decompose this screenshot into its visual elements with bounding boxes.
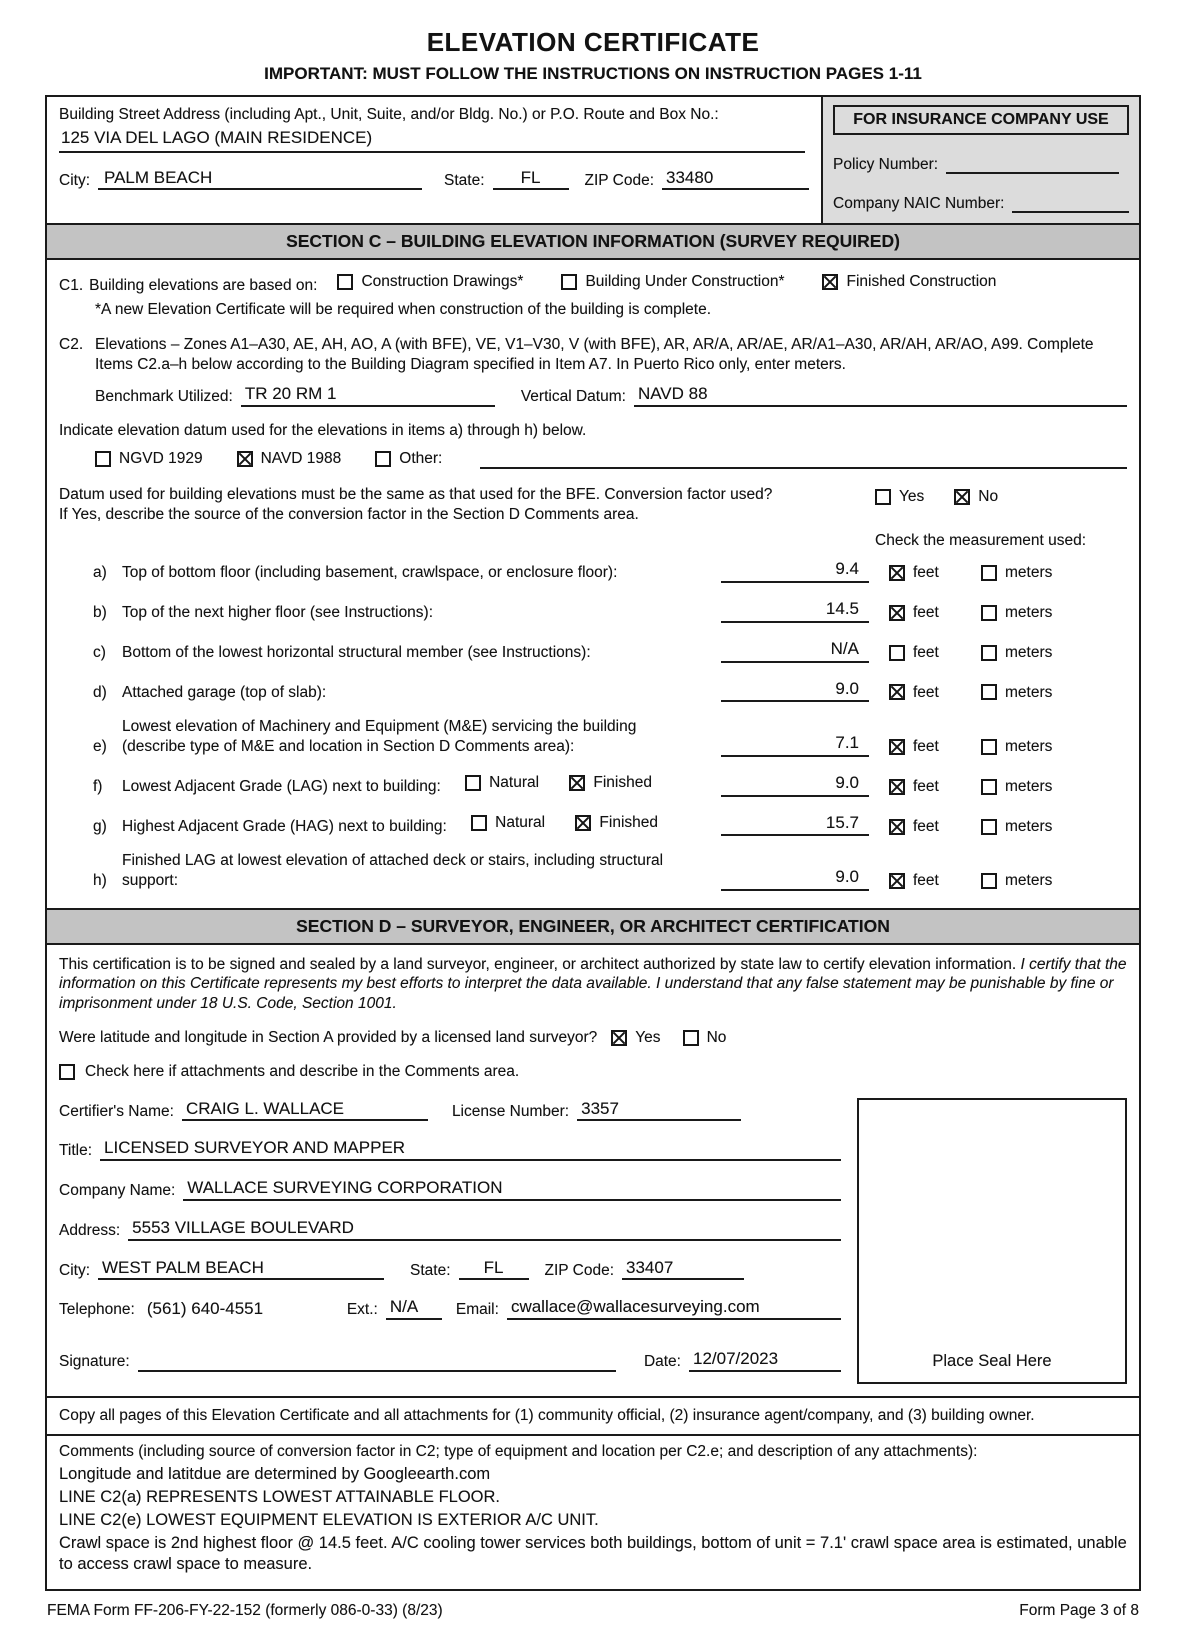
c1-option-construction-drawings: Construction Drawings* bbox=[337, 272, 523, 292]
naic-number-field[interactable] bbox=[1012, 193, 1129, 213]
license-number-field[interactable]: 3357 bbox=[577, 1098, 741, 1122]
signature-label: Signature: bbox=[59, 1353, 130, 1371]
certifier-name-field[interactable]: CRAIG L. WALLACE bbox=[182, 1098, 428, 1122]
row-c-feet-checkbox[interactable] bbox=[889, 645, 905, 661]
c2-key: C2. bbox=[59, 336, 84, 354]
vertical-datum-field[interactable]: NAVD 88 bbox=[634, 383, 1127, 407]
datum-other-field[interactable] bbox=[480, 447, 1127, 469]
elevation-e-field[interactable]: 7.1 bbox=[721, 732, 869, 757]
section-d-body bbox=[47, 945, 1139, 1590]
row-b-feet-checkbox[interactable] bbox=[889, 605, 905, 621]
row-a-feet-checkbox[interactable] bbox=[889, 565, 905, 581]
latlong-yes-checkbox[interactable] bbox=[611, 1030, 627, 1046]
row-b-meters-checkbox[interactable] bbox=[981, 605, 997, 621]
row-d-feet-checkbox[interactable] bbox=[889, 684, 905, 700]
copy-note: Copy all pages of this Elevation Certificate and all attachments for (1) community official, (2) insurance agent/company, and (3) building owner. bbox=[47, 1396, 1139, 1434]
zip-field[interactable]: 33480 bbox=[662, 167, 809, 191]
d-state-field[interactable]: FL bbox=[459, 1257, 529, 1281]
c1-key: C1. bbox=[59, 276, 84, 294]
elevation-row-g: g) Highest Adjacent Grade (HAG) next to building: Natural Finished 15.7 feet meters bbox=[93, 812, 1053, 835]
benchmark-label: Benchmark Utilized: bbox=[95, 388, 233, 406]
telephone-field[interactable]: (561) 640-4551 bbox=[146, 1299, 264, 1319]
c1-text: Building elevations are based on: bbox=[89, 276, 318, 294]
email-label: Email: bbox=[455, 1301, 499, 1319]
address-block bbox=[47, 97, 1139, 223]
page-title: ELEVATION CERTIFICATE bbox=[426, 27, 760, 57]
date-label: Date: bbox=[643, 1353, 681, 1371]
ngvd-1929-checkbox[interactable] bbox=[95, 451, 111, 467]
lag-finished-option: Finished bbox=[569, 773, 652, 793]
certifier-block bbox=[47, 1098, 1139, 1384]
elevation-d-field[interactable]: 9.0 bbox=[721, 678, 869, 703]
certifier-name-label: Certifier's Name: bbox=[59, 1102, 174, 1120]
hag-finished-checkbox[interactable] bbox=[575, 815, 591, 831]
row-d-meters-checkbox[interactable] bbox=[981, 684, 997, 700]
elevation-row-h: h) Finished LAG at lowest elevation of attached deck or stairs, including structural support: 9.0 feet meters bbox=[93, 852, 1053, 890]
d-zip-field[interactable]: 33407 bbox=[622, 1257, 744, 1281]
datum-indicate-text: Indicate elevation datum used for the elevations in items a) through h) below. bbox=[59, 421, 587, 439]
datum-option-other: Other: bbox=[375, 449, 442, 469]
comments-label: Comments (including source of conversion factor in C2; type of equipment and location per C2.e; and description of any attachments): bbox=[59, 1442, 978, 1460]
row-e-feet-checkbox[interactable] bbox=[889, 739, 905, 755]
comment-line: Longitude and latitdue are determined by Googleearth.com bbox=[59, 1464, 491, 1483]
d-zip-label: ZIP Code: bbox=[544, 1261, 615, 1279]
signature-field[interactable] bbox=[138, 1350, 616, 1372]
conversion-no-checkbox[interactable] bbox=[954, 489, 970, 505]
d-city-field[interactable]: WEST PALM BEACH bbox=[98, 1257, 384, 1281]
state-field[interactable]: FL bbox=[493, 167, 569, 191]
latlong-no-checkbox[interactable] bbox=[683, 1030, 699, 1046]
conversion-yes-checkbox[interactable] bbox=[875, 489, 891, 505]
insurance-box-title: FOR INSURANCE COMPANY USE bbox=[833, 105, 1129, 135]
latlong-no-option: No bbox=[683, 1028, 727, 1048]
comments-section bbox=[47, 1434, 1139, 1589]
company-name-field[interactable]: WALLACE SURVEYING CORPORATION bbox=[183, 1177, 841, 1201]
row-h-meters-checkbox[interactable] bbox=[981, 873, 997, 889]
elevation-row-f: f) Lowest Adjacent Grade (LAG) next to building: Natural Finished 9.0 feet meters bbox=[93, 772, 1053, 795]
seal-box bbox=[857, 1098, 1127, 1384]
c1-option-building-under-construction: Building Under Construction* bbox=[561, 272, 784, 292]
c2-paragraph bbox=[59, 335, 1127, 375]
row-a-meters-checkbox[interactable] bbox=[981, 565, 997, 581]
city-label: City: bbox=[59, 171, 90, 189]
c1-row bbox=[59, 272, 1127, 296]
conversion-no: No bbox=[954, 487, 998, 507]
page-footer bbox=[45, 1591, 1141, 1641]
date-field[interactable]: 12/07/2023 bbox=[689, 1348, 841, 1372]
comment-line: LINE C2(e) LOWEST EQUIPMENT ELEVATION IS EXTERIOR A/C UNIT. bbox=[59, 1510, 599, 1529]
row-h-feet-checkbox[interactable] bbox=[889, 873, 905, 889]
datum-options-row bbox=[95, 447, 1127, 469]
c2-text: Elevations – Zones A1–A30, AE, AH, AO, A (with BFE), VE, V1–V30, V (with BFE), AR, AR/A, AR/AE, AR/A1–A30, AR/AH, AR/AO, A99. Complete Items C2.a–h below according to the Building Diagram specified in Item A7. In Puerto Rico only, enter meters. bbox=[95, 336, 1094, 374]
elevation-f-field[interactable]: 9.0 bbox=[721, 772, 869, 797]
benchmark-field[interactable]: TR 20 RM 1 bbox=[241, 383, 495, 407]
row-f-meters-checkbox[interactable] bbox=[981, 779, 997, 795]
policy-number-field[interactable] bbox=[946, 154, 1119, 174]
ext-field[interactable]: N/A bbox=[386, 1296, 442, 1320]
attachments-checkbox[interactable] bbox=[59, 1064, 75, 1080]
navd-1988-checkbox[interactable] bbox=[237, 451, 253, 467]
conversion-block bbox=[59, 485, 1127, 551]
benchmark-row bbox=[95, 383, 1127, 407]
form-body bbox=[45, 95, 1141, 1591]
ext-label: Ext.: bbox=[346, 1301, 378, 1319]
license-number-label: License Number: bbox=[451, 1102, 570, 1120]
elevation-row-e: e) Lowest elevation of Machinery and Equipment (M&E) servicing the building (describe type of M&E and location in Section D Comments area): 7.1 feet meters bbox=[93, 718, 1053, 756]
c1-footnote: *A new Elevation Certificate will be required when construction of the building is complete. bbox=[95, 300, 712, 318]
policy-number-label: Policy Number: bbox=[833, 155, 939, 173]
d-address-label: Address: bbox=[59, 1221, 121, 1239]
hag-natural-option: Natural bbox=[471, 813, 545, 833]
zip-label: ZIP Code: bbox=[584, 171, 655, 189]
conversion-yes: Yes bbox=[875, 487, 924, 507]
row-f-feet-checkbox[interactable] bbox=[889, 779, 905, 795]
elevation-row-a: a) Top of bottom floor (including basement, crawlspace, or enclosure floor): 9.4 feet meters bbox=[93, 559, 1053, 582]
hag-finished-option: Finished bbox=[575, 813, 658, 833]
insurance-company-box bbox=[821, 97, 1139, 223]
naic-number-label: Company NAIC Number: bbox=[833, 194, 1005, 212]
attachments-row: Check here if attachments and describe in the Comments area. bbox=[47, 1062, 1139, 1082]
telephone-label: Telephone: bbox=[59, 1301, 135, 1319]
row-g-feet-checkbox[interactable] bbox=[889, 819, 905, 835]
street-address-field[interactable]: 125 VIA DEL LAGO (MAIN RESIDENCE) bbox=[59, 126, 805, 153]
c1-option-finished-construction: Finished Construction bbox=[822, 272, 996, 292]
company-name-label: Company Name: bbox=[59, 1182, 176, 1200]
city-field[interactable]: PALM BEACH bbox=[98, 167, 422, 191]
elevation-g-field[interactable]: 15.7 bbox=[721, 812, 869, 837]
elevation-row-b: b) Top of the next higher floor (see Instructions): 14.5 feet meters bbox=[93, 599, 1053, 621]
section-d-header: SECTION D – SURVEYOR, ENGINEER, OR ARCHITECT CERTIFICATION bbox=[47, 908, 1139, 944]
email-field[interactable]: cwallace@wallacesurveying.com bbox=[507, 1296, 841, 1320]
d-city-label: City: bbox=[59, 1261, 90, 1279]
footer-page-number: Form Page 3 of 8 bbox=[1019, 1602, 1139, 1620]
finished-construction-checkbox[interactable] bbox=[822, 274, 838, 290]
row-e-meters-checkbox[interactable] bbox=[981, 739, 997, 755]
measurement-note: Check the measurement used: bbox=[875, 531, 1087, 549]
datum-option-ngvd-1929: NGVD 1929 bbox=[95, 449, 203, 469]
street-address-label: Building Street Address (including Apt., Unit, Suite, and/or Bldg. No.) or P.O. Route and Box No.: bbox=[59, 106, 719, 124]
construction-drawings-checkbox[interactable] bbox=[337, 274, 353, 290]
elevation-row-c: c) Bottom of the lowest horizontal structural member (see Instructions): N/A feet meters bbox=[93, 638, 1053, 661]
elevation-a-field[interactable]: 9.4 bbox=[721, 558, 869, 583]
latlong-yes-option: Yes bbox=[611, 1028, 660, 1048]
page-subtitle: IMPORTANT: MUST FOLLOW THE INSTRUCTIONS ON INSTRUCTION PAGES 1-11 bbox=[264, 64, 922, 84]
elevation-b-field[interactable]: 14.5 bbox=[721, 598, 869, 623]
conversion-question-line2: If Yes, describe the source of the conversion factor in the Section D Comments area. bbox=[59, 505, 639, 523]
datum-option-navd-1988: NAVD 1988 bbox=[237, 449, 342, 469]
title-field[interactable]: LICENSED SURVEYOR AND MAPPER bbox=[100, 1137, 841, 1161]
elevation-c-field[interactable]: N/A bbox=[721, 638, 869, 663]
section-c-header: SECTION C – BUILDING ELEVATION INFORMATION (SURVEY REQUIRED) bbox=[47, 223, 1139, 259]
building-address-area bbox=[47, 97, 821, 223]
lag-finished-checkbox[interactable] bbox=[569, 775, 585, 791]
elevation-row-d: d) Attached garage (top of slab): 9.0 feet meters bbox=[93, 678, 1053, 701]
vertical-datum-label: Vertical Datum: bbox=[520, 388, 626, 406]
conversion-question-line1: Datum used for building elevations must be the same as that used for the BFE. Conversion factor used? bbox=[59, 485, 773, 503]
elevation-h-field[interactable]: 9.0 bbox=[721, 866, 869, 891]
latlong-question-row: Were latitude and longitude in Section A provided by a licensed land surveyor? Yes No bbox=[59, 1029, 727, 1047]
state-label: State: bbox=[444, 171, 485, 189]
hag-natural-checkbox[interactable] bbox=[471, 815, 487, 831]
lag-natural-checkbox[interactable] bbox=[465, 775, 481, 791]
building-under-construction-checkbox[interactable] bbox=[561, 274, 577, 290]
certification-text: This certification is to be signed and sealed by a land surveyor, engineer, or architect authorized by state law to certify elevation information. I certify that the information on this Certificate represents my best efforts to interpret the data available. I understand that any false statement may be punishable by fine or imprisonment under 18 U.S. Code, Section 1001. bbox=[59, 955, 1127, 1013]
d-address-field[interactable]: 5553 VILLAGE BOULEVARD bbox=[128, 1217, 841, 1241]
row-g-meters-checkbox[interactable] bbox=[981, 819, 997, 835]
section-c-body bbox=[47, 260, 1139, 908]
d-state-label: State: bbox=[410, 1261, 451, 1279]
datum-other-checkbox[interactable] bbox=[375, 451, 391, 467]
row-c-meters-checkbox[interactable] bbox=[981, 645, 997, 661]
seal-label: Place Seal Here bbox=[932, 1351, 1052, 1370]
comment-line: Crawl space is 2nd highest floor @ 14.5 feet. A/C cooling tower services both buildings, bottom of unit = 7.1' crawl space area is estimated, unable to access crawl space to measure. bbox=[59, 1533, 1127, 1574]
title-label: Title: bbox=[59, 1142, 93, 1160]
footer-form-number: FEMA Form FF-206-FY-22-152 (formerly 086-0-33) (8/23) bbox=[47, 1602, 443, 1620]
comment-line: LINE C2(a) REPRESENTS LOWEST ATTAINABLE FLOOR. bbox=[59, 1487, 501, 1506]
lag-natural-option: Natural bbox=[465, 773, 539, 793]
